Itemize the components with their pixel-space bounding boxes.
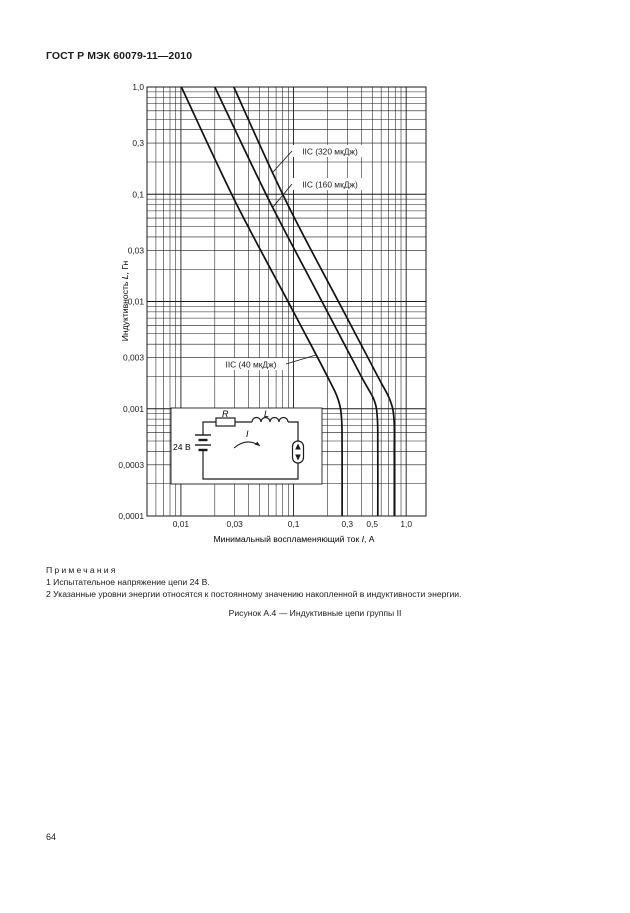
circuit-inset	[171, 408, 322, 484]
figure-caption: Рисунок А.4 — Индуктивные цепи группы II	[228, 608, 402, 618]
y-tick-label: 0,003	[123, 352, 144, 363]
y-tick-label: 1,0	[132, 82, 144, 92]
y-tick-label: 0,1	[132, 189, 144, 200]
y-tick-label: 0,03	[127, 245, 144, 256]
y-tick-label: 0,001	[123, 403, 144, 414]
curve-label-3: IIC (320 мкДж)	[302, 146, 358, 157]
curve-label-2: IIC (160 мкДж)	[302, 179, 358, 190]
x-tick-label: 0,1	[287, 519, 300, 529]
y-tick-label: 0,0003	[118, 459, 144, 470]
page-number: 64	[46, 832, 57, 842]
y-tick-label: 0,3	[132, 138, 144, 149]
current-label: I	[246, 429, 249, 439]
x-tick-labels	[173, 519, 413, 529]
note-item-2: 2 Указанные уровни энергии относятся к постоянному значению накопленной в индуктивности энергии.	[46, 589, 462, 600]
y-tick-label: 0,0001	[118, 511, 144, 521]
notes-block	[46, 564, 462, 601]
curve-label-1: IIC (40 мкДж)	[225, 359, 277, 370]
resistor-label: R	[222, 409, 229, 419]
note-item-1: 1 Испытательное напряжение цепи 24 В.	[46, 577, 210, 588]
notes-title: Примечания	[46, 565, 118, 575]
x-tick-label: 0,3	[341, 519, 354, 529]
x-tick-label: 1,0	[400, 519, 412, 529]
voltage-label: 24 В	[173, 442, 191, 452]
document-header: ГОСТ Р МЭК 60079-11—2010	[46, 50, 193, 62]
y-tick-label: 0,01	[127, 296, 144, 307]
y-axis-label: Индуктивность L, Гн	[120, 260, 130, 342]
curve-leader-1	[286, 355, 316, 364]
x-tick-label: 0,5	[366, 519, 379, 529]
resistor-symbol	[216, 418, 235, 426]
curve-labels	[216, 145, 368, 370]
x-tick-label: 0,01	[172, 519, 190, 529]
inductor-label: L	[264, 409, 270, 419]
x-tick-label: 0,03	[226, 519, 243, 529]
x-axis-label: Минимальный воспламеняющий ток I, А	[213, 534, 375, 544]
